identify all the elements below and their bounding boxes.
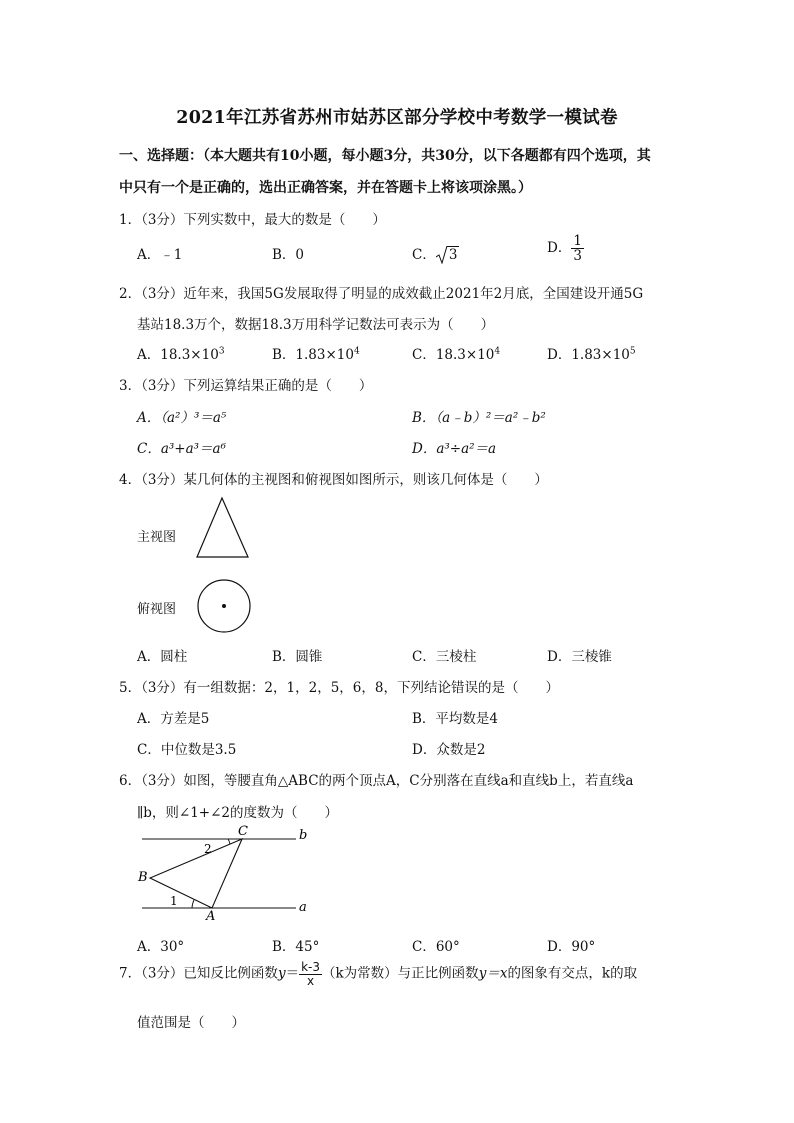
q3-option-d: D．a³÷a²＝a	[412, 441, 497, 457]
angle-1-arc	[192, 900, 194, 908]
q1-option-a: A．﹣1	[137, 247, 183, 263]
question-2-line2: 基站18.3万个，数据18.3万用科学记数法可表示为（ ）	[137, 317, 495, 333]
top-view-circle	[193, 576, 255, 636]
top-view-label: 俯视图	[137, 602, 177, 617]
q2-option-c: C．$18.3\times 10^4$	[412, 346, 501, 363]
vertex-b-label: B	[138, 870, 148, 885]
section-header-line1: 一、选择题：（本大题共有10小题，每小题3分，共30分，以下各题都有四个选项，其	[119, 148, 651, 164]
section-header-line2: 中只有一个是正确的，选出正确答案，并在答题卡上将该项涂黑。）	[119, 180, 532, 196]
q3-option-a: A．（a²）³＝a⁵	[137, 410, 227, 426]
q5-option-d: D．众数是2	[412, 742, 486, 758]
q5-option-a: A．方差是5	[137, 711, 210, 727]
question-4-stem: 4．（3分）某几何体的主视图和俯视图如图所示，则该几何体是（ ）	[119, 472, 548, 488]
q6-figure	[130, 822, 320, 924]
sqrt-symbol: 3	[436, 247, 460, 263]
question-3-stem: 3．（3分）下列运算结果正确的是（ ）	[119, 378, 373, 394]
angle-1-label: 1	[170, 894, 178, 908]
q4-option-c: C．三棱柱	[412, 649, 477, 665]
q4-option-b: B．圆锥	[272, 649, 323, 665]
vertex-a-label: A	[206, 909, 216, 924]
triangle-abc	[150, 839, 242, 908]
fraction-k-minus-3-over-x: $\frac{k-3}{x}$	[301, 960, 320, 988]
q3-option-b: B．（a﹣b）²＝a²﹣b²	[412, 410, 546, 426]
q6-option-d: D．90°	[547, 939, 596, 955]
q1-option-c: C． 3	[412, 247, 458, 263]
q5-option-c: C．中位数是3.5	[137, 742, 237, 758]
line-b-label: b	[299, 828, 308, 843]
vertex-c-label: C	[238, 824, 248, 839]
front-view-triangle	[193, 496, 253, 560]
q6-option-c: C．60°	[412, 939, 460, 955]
q6-option-b: B．45°	[272, 939, 320, 955]
question-2-line1: 2．（3分）近年来，我国5G发展取得了明显的成效截止2021年2月底，全国建设开通5G	[119, 286, 644, 302]
angle-2-arc	[228, 839, 230, 844]
page-title: 2021年江苏省苏州市姑苏区部分学校中考数学一模试卷	[176, 108, 618, 128]
line-a-label: a	[299, 900, 307, 915]
question-1-stem: 1．（3分）下列实数中，最大的数是（ ）	[119, 212, 386, 228]
fraction-one-third: $\frac{1}{3}$	[573, 233, 582, 265]
front-view-label: 主视图	[137, 530, 177, 545]
q1-option-b: B．0	[272, 247, 305, 263]
question-7-line2: 值范围是（ ）	[137, 1015, 245, 1031]
q3-option-c: C．a³+a³＝a⁶	[137, 441, 227, 457]
q2-option-a: A．$18.3\times 10^3$	[137, 346, 225, 363]
question-6-line1: 6．（3分）如图，等腰直角△ABC的两个顶点A，C分别落在直线a和直线b上，若直线a	[119, 773, 634, 789]
q4-option-a: A．圆柱	[137, 649, 188, 665]
angle-2-label: 2	[204, 842, 212, 856]
q4-option-d: D．三棱锥	[547, 649, 612, 665]
question-7-line1: 7．（3分）已知反比例函数y＝ $\frac{k-3}{x}$ （k为常数）与正比例函数y＝x的图象有交点，k的取	[119, 960, 638, 988]
q1-option-d: D． $\frac{1}{3}$	[547, 233, 582, 265]
q2-option-b: B．$1.83\times 10^4$	[272, 346, 360, 363]
q5-option-b: B．平均数是4	[412, 711, 499, 727]
question-5-stem: 5．（3分）有一组数据：2，1，2，5，6，8，下列结论错误的是（ ）	[119, 680, 559, 696]
question-6-line2: ∥b，则∠1+∠2的度数为（ ）	[137, 805, 338, 821]
q6-option-a: A．30°	[137, 939, 185, 955]
q2-option-d: D．$1.83\times 10^5$	[547, 346, 636, 363]
